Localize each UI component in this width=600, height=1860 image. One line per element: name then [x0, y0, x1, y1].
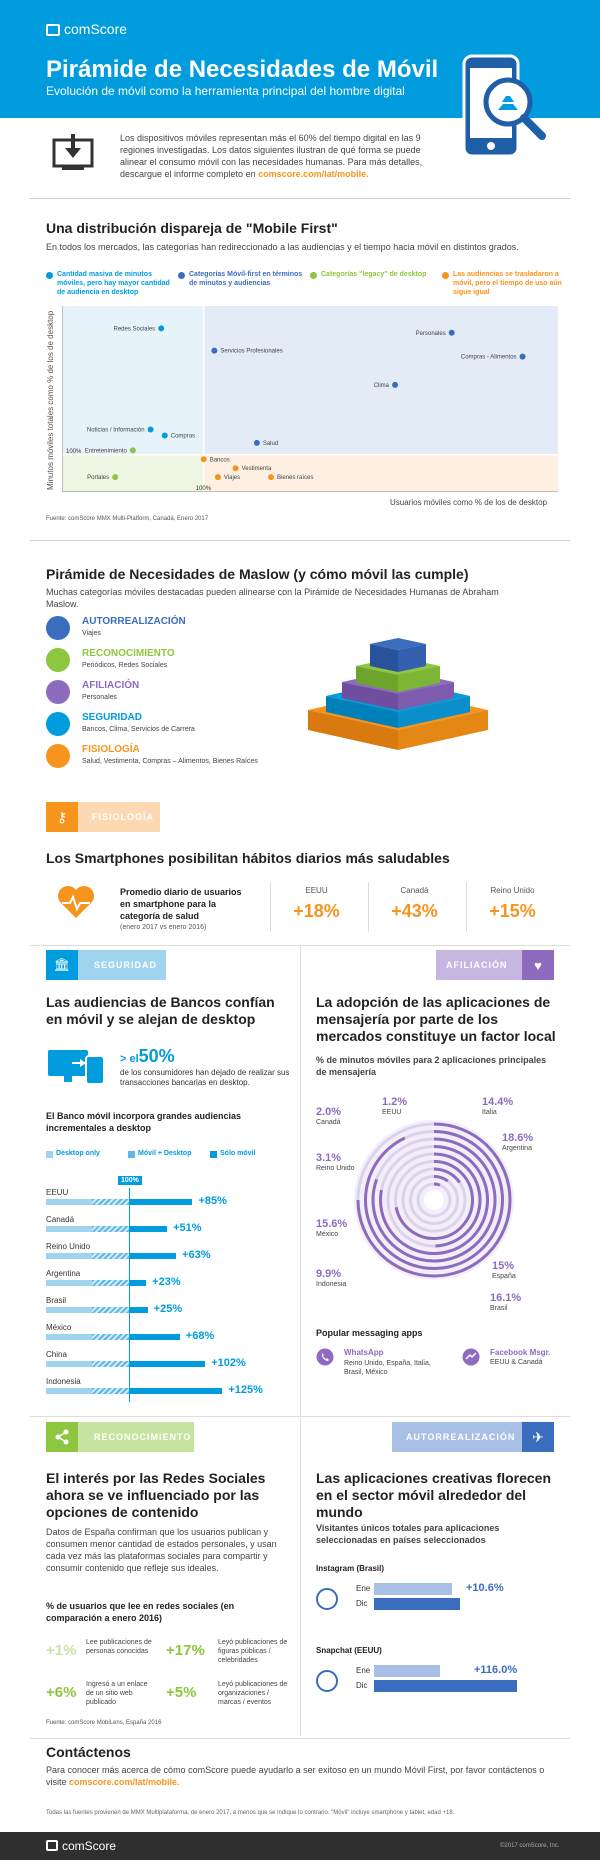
bank-legend	[46, 1150, 296, 1162]
scatter-point	[112, 474, 118, 480]
bank-legend-swatch	[128, 1151, 135, 1158]
scatter-point	[449, 330, 455, 336]
phone-search-icon	[458, 50, 568, 160]
app-chart-title: Snapchat (EEUU)	[316, 1646, 382, 1655]
point-label: Entretenimiento	[84, 448, 127, 455]
logo-icon	[46, 1840, 58, 1851]
app-bar-ene	[374, 1665, 440, 1677]
afiliacion-title: La adopción de las aplicaciones de mensajería por parte de los mercados constituye un factor local	[316, 994, 556, 1044]
bank-tick-100: 100%	[118, 1176, 142, 1185]
app-where: Reino Unido, España, Italia, Brasil, México	[344, 1360, 431, 1376]
scatter-legend	[46, 270, 566, 306]
bank-bar-value: +63%	[182, 1249, 211, 1261]
point-label: Redes Sociales	[113, 326, 156, 333]
health-stat	[368, 882, 460, 932]
maslow-level	[46, 616, 306, 646]
bank-row-country: EEUU	[46, 1188, 69, 1197]
share-icon	[46, 648, 70, 672]
bank-row-country: Canadá	[46, 1215, 75, 1224]
app-bar-dic	[374, 1598, 460, 1610]
bank-legend-item	[128, 1150, 191, 1157]
bank-bar-mobile	[129, 1388, 222, 1394]
divider	[30, 1738, 570, 1739]
bank-bar-both	[92, 1388, 129, 1394]
bank-row-country: Reino Unido	[46, 1242, 91, 1251]
scatter-point	[130, 447, 136, 453]
scatter-point	[520, 354, 526, 360]
market-country: EEUU	[382, 1109, 402, 1116]
market-country: Canadá	[316, 1119, 341, 1126]
market-label	[316, 1152, 386, 1173]
scatter-point	[201, 456, 207, 462]
logo-icon	[46, 24, 60, 36]
market-label	[490, 1292, 560, 1313]
point-label: Clima	[373, 382, 390, 389]
reconocimiento-title: El interés por las Redes Sociales ahora se ve influenciado por las opciones de contenido	[46, 1470, 266, 1520]
share-icon	[46, 1422, 78, 1452]
bank-legend-label: Sólo móvil	[220, 1150, 256, 1157]
health-stat-country: Canadá	[400, 886, 429, 895]
social-stat	[46, 1638, 170, 1678]
market-value: 15%	[492, 1260, 515, 1272]
heart-icon	[46, 680, 70, 704]
health-sub: (enero 2017 vs enero 2016)	[120, 924, 207, 931]
scatter-point	[215, 474, 221, 480]
app-chart-title: Instagram (Brasil)	[316, 1564, 385, 1573]
point-label: Servicios Profesionales	[220, 348, 283, 355]
bank-row-country: México	[46, 1323, 72, 1332]
market-country: Brasil	[490, 1305, 508, 1312]
bank-legend-swatch	[46, 1151, 53, 1158]
seguridad-title: Las audiencias de Bancos confían en móvil y se alejan de desktop	[46, 994, 275, 1027]
app-bar-dic	[374, 1680, 517, 1692]
point-label: Portales	[87, 475, 110, 482]
maslow-level-name: SEGURIDAD	[82, 712, 143, 723]
bank-row-country: Indonesia	[46, 1377, 81, 1386]
contact-body: Para conocer más acerca de cómo comScore puede ayudarlo a ser exitoso en un mundo Móvil First, por favor contáctenos o visite	[46, 1765, 545, 1787]
legend-text: Las audiencias se trasladaron a móvil, pero el tiempo de uso aún sigue igual	[453, 271, 562, 296]
bank-bar-mobile	[129, 1253, 176, 1259]
market-label	[316, 1106, 386, 1127]
health-stat-country: Reino Unido	[490, 886, 535, 895]
bank-bar-both	[92, 1307, 129, 1313]
divider	[30, 1416, 570, 1417]
bank-bar-mobile	[129, 1226, 167, 1232]
key-icon: ⚷	[46, 802, 78, 832]
maslow-level	[46, 648, 306, 678]
maslow-level-cats: Bancos, Clima, Servicios de Carrera	[82, 726, 195, 733]
afiliacion-sub: % de minutos móviles para 2 aplicaciones principales de mensajería	[316, 1055, 547, 1077]
market-label	[316, 1268, 386, 1289]
market-value: 9.9%	[316, 1268, 342, 1280]
bank-stat-value: 50%	[138, 1046, 175, 1066]
market-value: 15.6%	[316, 1218, 348, 1230]
scatter-point	[158, 325, 164, 331]
page-subtitle: Evolución de móvil como la herramienta principal del hombre digital	[46, 84, 405, 98]
scatter-plot	[62, 306, 558, 492]
divider	[30, 540, 570, 541]
bank-bar-value: +51%	[173, 1222, 202, 1234]
scatter-point	[211, 348, 217, 354]
bank-bar-desktop	[46, 1253, 92, 1259]
legend-item	[178, 270, 304, 288]
bank-sub-title: El Banco móvil incorpora grandes audiencias incrementales a desktop	[46, 1111, 242, 1133]
social-stat-value: +6%	[46, 1684, 77, 1701]
bank-bar-both	[92, 1253, 129, 1259]
bank-row-country: China	[46, 1350, 67, 1359]
quadrant-bottom-right	[204, 455, 558, 492]
bank-bar-both	[92, 1226, 129, 1232]
apps-title: Popular messaging apps	[316, 1328, 423, 1338]
apps-list	[316, 1348, 566, 1392]
maslow-title: Pirámide de Necesidades de Maslow (y cómo móvil las cumple)	[46, 566, 469, 582]
scatter-point	[268, 474, 274, 480]
tick-100-x: 100%	[195, 486, 212, 492]
market-country: México	[316, 1231, 339, 1238]
scatter-point	[254, 440, 260, 446]
maslow-level	[46, 744, 306, 774]
legend-text: Cantidad masiva de minutos móviles, pero hay mayor cantidad de audiencia en desktop	[57, 271, 170, 296]
bank-bar-value: +23%	[152, 1276, 181, 1288]
scatter-point	[233, 465, 239, 471]
bank-bar-desktop	[46, 1334, 92, 1340]
social-stat-value: +17%	[166, 1642, 205, 1659]
market-country: España	[492, 1273, 516, 1280]
copyright: ©2017 comScore, Inc.	[500, 1843, 560, 1849]
scatter-point	[392, 382, 398, 388]
maslow-level-name: RECONOCIMIENTO	[82, 648, 175, 659]
maslow-level-cats: Salud, Vestimenta, Compras – Alimentos, Bienes Raíces	[82, 758, 258, 765]
bank-bar-both	[92, 1334, 129, 1340]
social-stats	[46, 1630, 296, 1720]
contact-link[interactable]: comscore.com/lat/mobile.	[69, 1777, 180, 1787]
reconocimiento-source: Fuente: comScore MobiLens, España 2016	[46, 1720, 162, 1726]
maslow-level	[46, 680, 306, 710]
health-stat	[270, 882, 362, 932]
tick-100-y: 100%	[66, 448, 82, 455]
divider	[30, 198, 570, 199]
market-value: 1.2%	[382, 1096, 408, 1108]
legend-text: Categorías "legacy" de desktop	[321, 271, 427, 278]
key-icon	[46, 744, 70, 768]
messenger-icon	[462, 1348, 480, 1366]
bank-stat-text: de los consumidores han dejado de realizar sus transacciones bancarias en desktop.	[120, 1068, 290, 1087]
legend-dot	[310, 272, 317, 279]
page-title: Pirámide de Necesidades de Móvil	[46, 56, 439, 83]
health-stat-country: EEUU	[305, 886, 328, 895]
contact-title: Contáctenos	[46, 1744, 131, 1760]
maslow-level-name: AUTORREALIZACIÓN	[82, 616, 186, 627]
market-country: Argentina	[502, 1145, 532, 1152]
bank-row-country: Brasil	[46, 1296, 67, 1305]
bank-bar-value: +25%	[153, 1303, 183, 1315]
app-change: +116.0%	[474, 1664, 518, 1676]
legend-dot	[46, 272, 53, 279]
contact-text	[46, 1764, 546, 1788]
point-label: Noticias / Información	[86, 427, 145, 434]
bank-bar-value: +68%	[185, 1330, 215, 1342]
social-stat-value: +1%	[46, 1642, 77, 1659]
market-label	[502, 1132, 572, 1153]
messaging-labels	[300, 1096, 570, 1326]
health-label: Promedio diario de usuarios en smartphone para la categoría de salud	[120, 887, 242, 921]
intro-link[interactable]: comscore.com/lat/mobile.	[258, 169, 369, 179]
market-value: 2.0%	[316, 1106, 342, 1118]
autorrealizacion-sub: Visitantes únicos totales para aplicaciones seleccionadas en países seleccionados	[316, 1523, 500, 1545]
heart-rate-icon	[56, 884, 96, 920]
maslow-desc: Muchas categorías móviles destacadas pueden alinearse con la Pirámide de Necesidades Humanas de Abraham Maslow.	[46, 587, 499, 609]
legend-item	[442, 270, 568, 297]
bank-bar-both	[92, 1199, 129, 1205]
airplane-icon: ✈	[522, 1422, 554, 1452]
app-ene-label: Ene	[356, 1666, 371, 1675]
bank-bar-desktop	[46, 1307, 92, 1313]
fisiologia-title: Los Smartphones posibilitan hábitos diarios más saludables	[46, 850, 450, 866]
afiliacion-tag: AFILIACIÓN	[446, 960, 508, 970]
legend-dot	[442, 272, 449, 279]
bank-bar-both	[92, 1280, 129, 1286]
point-label: Bienes raíces	[277, 475, 314, 482]
whatsapp-icon	[316, 1348, 334, 1366]
quadrant-top-right	[204, 306, 558, 455]
market-value: 14.4%	[482, 1096, 514, 1108]
bank-bar-value: +102%	[211, 1357, 246, 1369]
social-stat-text: Leyó publicaciones de organizaciones / marcas / eventos	[218, 1681, 288, 1706]
bank-legend-swatch	[210, 1151, 217, 1158]
social-stat-text: Lee publicaciones de personas conocidas	[86, 1639, 152, 1655]
bank-bar-desktop	[46, 1199, 92, 1205]
market-label	[382, 1096, 452, 1117]
bank-bar-chart	[46, 1188, 296, 1408]
legend-item	[310, 270, 436, 279]
distribution-source: Fuente: comScore MMX Multi-Platform, Canadá, Enero 2017	[46, 516, 209, 522]
distribution-title: Una distribución dispareja de "Mobile First"	[46, 220, 338, 236]
bank-legend-label: Desktop only	[56, 1150, 100, 1157]
bank-bar-value: +85%	[198, 1195, 227, 1207]
column-divider	[300, 1418, 301, 1736]
bank-bar-mobile	[129, 1199, 192, 1205]
intro-text	[120, 132, 450, 180]
maslow-level	[46, 712, 306, 742]
bank-bar-mobile	[129, 1334, 180, 1340]
maslow-level-cats: Personales	[82, 694, 118, 701]
point-label: Personales	[415, 330, 446, 337]
bank-bar-desktop	[46, 1361, 92, 1367]
brand-logo: comScore	[64, 21, 128, 37]
maslow-level-cats: Viajes	[82, 630, 101, 637]
market-country: Indonesia	[316, 1281, 347, 1288]
social-stat	[46, 1680, 170, 1720]
seguridad-tag: SEGURIDAD	[94, 960, 158, 970]
bank-row-country: Argentina	[46, 1269, 81, 1278]
legend-item	[46, 270, 172, 297]
market-label	[482, 1096, 552, 1117]
bank-bar-value: +125%	[228, 1384, 263, 1396]
bank-legend-item	[210, 1150, 255, 1157]
bank-stat-prefix: > el	[120, 1053, 139, 1065]
health-stats	[270, 882, 560, 932]
health-stat-value: +43%	[391, 901, 438, 921]
market-country: Reino Unido	[316, 1165, 355, 1172]
bank-bar-desktop	[46, 1388, 92, 1394]
market-country: Italia	[482, 1109, 497, 1116]
market-label	[492, 1260, 562, 1281]
bank-bar-mobile	[129, 1361, 205, 1367]
bank-bar-mobile	[129, 1307, 148, 1313]
desktop-mobile-icon	[46, 1046, 110, 1086]
maslow-level-cats: Periódicos, Redes Sociales	[82, 662, 168, 669]
bank-bar-both	[92, 1361, 129, 1367]
bank-bar-mobile	[129, 1280, 146, 1286]
market-label	[316, 1218, 386, 1239]
app-name: Facebook Msgr.	[490, 1348, 551, 1357]
airplane-icon	[46, 616, 70, 640]
bank-legend-item	[46, 1150, 100, 1157]
point-label: Vestimenta	[241, 466, 272, 473]
footer-brand: comScore	[62, 1839, 117, 1853]
bank-icon	[46, 712, 70, 736]
snapchat-icon	[316, 1670, 338, 1692]
bank-icon: 🏛	[46, 950, 78, 980]
app-bar-ene	[374, 1583, 452, 1595]
social-stat	[166, 1638, 290, 1678]
distribution-desc: En todos los mercados, las categorías han redireccionado a las audiencias y el tiempo hacia móvil en distintos grados.	[46, 242, 519, 252]
social-stat-text: Ingresó a un enlace de un sitio web publicado	[86, 1681, 148, 1706]
creative-apps-chart	[316, 1564, 566, 1724]
autorrealizacion-title: Las aplicaciones creativas florecen en el sector móvil alrededor del mundo	[316, 1470, 552, 1520]
maslow-level-name: AFILIACIÓN	[82, 680, 140, 691]
app-dic-label: Dic	[356, 1681, 368, 1690]
bank-legend-label: Móvil + Desktop	[138, 1150, 192, 1157]
app-dic-label: Dic	[356, 1599, 368, 1608]
pyramid-graphic	[298, 614, 498, 784]
scatter-point	[162, 432, 168, 438]
legend-text: Categorías Móvil-first en términos de minutos y audiencias	[189, 271, 303, 287]
autorrealizacion-tag: AUTORREALIZACIÓN	[406, 1432, 516, 1442]
quadrant-bottom-left	[62, 455, 204, 492]
footer	[0, 1832, 600, 1860]
chat-heart-icon: ♥	[522, 950, 554, 980]
scatter-point	[148, 427, 154, 433]
instagram-icon	[316, 1588, 338, 1610]
reconocimiento-tag: RECONOCIMIENTO	[94, 1432, 192, 1442]
point-label: Compras - Alimentos	[460, 354, 517, 361]
market-value: 18.6%	[502, 1132, 534, 1144]
maslow-level-name: FISIOLOGÍA	[82, 744, 140, 755]
app-ene-label: Ene	[356, 1584, 371, 1593]
bank-bar-desktop	[46, 1280, 92, 1286]
fisiologia-tag: FISIOLOGÍA	[92, 812, 155, 822]
bank-stat	[120, 1046, 175, 1067]
download-icon	[52, 132, 94, 172]
maslow-list	[46, 616, 306, 786]
health-stat	[466, 882, 558, 932]
market-value: 16.1%	[490, 1292, 522, 1304]
app-name: WhatsApp	[344, 1348, 384, 1357]
y-axis-label: Minutos móviles totales como % de los de desktop	[46, 310, 55, 490]
health-stat-value: +15%	[489, 901, 536, 921]
market-value: 3.1%	[316, 1152, 342, 1164]
footnote: Todas las fuentes provienen de MMX Multiplataforma, de enero 2017, a menos que se indique lo contrario. "Móvil" incluye smartphone y tablet, edad +18.	[46, 1810, 455, 1816]
reconocimiento-sub: % de usuarios que lee en redes sociales (en comparación a enero 2016)	[46, 1601, 235, 1623]
app-where: EEUU & Canadá	[490, 1359, 543, 1366]
legend-dot	[178, 272, 185, 279]
point-label: Viajes	[223, 475, 241, 482]
app-change: +10.6%	[466, 1582, 504, 1594]
point-label: Salud	[262, 440, 279, 447]
social-stat-text: Leyó publicaciones de figuras públicas / celebridades	[218, 1639, 288, 1664]
social-stat	[166, 1680, 290, 1720]
reconocimiento-text: Datos de España confirman que los usuarios publican y consumen menor cantidad de estados personales, y usan cada vez más las plataformas sociales para compartir y consumir contenido que refleje sus ideales.	[46, 1527, 277, 1573]
health-stat-value: +18%	[293, 901, 340, 921]
bank-bar-desktop	[46, 1226, 92, 1232]
intro-body: Los dispositivos móviles representan más el 60% del tiempo digital en las 9 regiones investigadas. Los datos siguientes ilustran de qué forma se puede alinear el consumo móvil con las necesidades humanas. Para más detalles, descargue el informe completo en	[120, 133, 423, 179]
header	[0, 0, 600, 118]
point-label: Compras	[170, 433, 196, 440]
point-label: Bancos	[209, 457, 230, 464]
social-stat-value: +5%	[166, 1684, 197, 1701]
x-axis-label: Usuarios móviles como % de los de desktop	[390, 498, 547, 507]
